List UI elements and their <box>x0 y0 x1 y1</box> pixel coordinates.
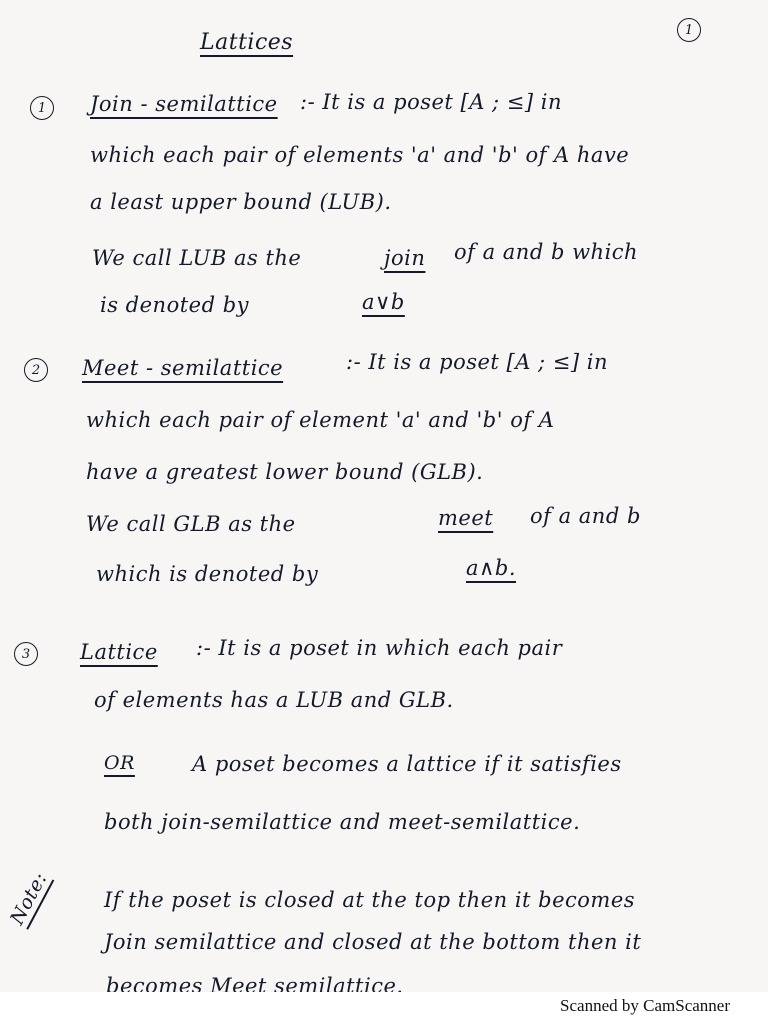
section-1-line-3: a least upper bound (LUB). <box>90 190 392 214</box>
section-1-notation: a∨b <box>362 290 405 314</box>
section-2-line-3: have a greatest lower bound (GLB). <box>86 460 484 484</box>
section-3-number-badge <box>14 642 38 666</box>
section-1-line-2: which each pair of elements 'a' and 'b' of A have <box>90 143 630 167</box>
note-line-1: If the poset is closed at the top then it becomes <box>104 888 636 912</box>
section-2-line-4-end: of a and b <box>530 504 641 528</box>
section-3-or-label: OR <box>104 752 135 774</box>
section-2-line-4: We call GLB as the <box>86 512 296 536</box>
section-1-line-1: :- It is a poset [A ; ≤] in <box>300 90 563 114</box>
section-3-line-2: of elements has a LUB and GLB. <box>94 688 454 712</box>
section-2-term: Meet - semilattice <box>82 356 284 380</box>
page-number: 1 <box>684 22 694 38</box>
section-2-line-5: which is denoted by <box>96 562 319 586</box>
scanner-footer <box>0 992 768 1024</box>
section-1-number-badge <box>30 96 54 120</box>
note-line-3: becomes Meet semilattice. <box>106 974 404 992</box>
section-1-join-term: join <box>384 246 426 270</box>
section-2-notation: a∧b. <box>466 556 517 580</box>
section-1-term: Join - semilattice <box>90 92 278 116</box>
section-1-line-4: We call LUB as the <box>92 246 302 270</box>
section-2-meet-term: meet <box>438 506 494 530</box>
section-1-line-4-end: of a and b which <box>454 240 639 264</box>
section-2-number-badge <box>24 358 48 382</box>
section-3-line-1: :- It is a poset in which each pair <box>196 636 563 660</box>
section-1-number: 1 <box>37 100 47 116</box>
note-label: Note: <box>6 868 52 929</box>
section-2-number: 2 <box>31 362 41 378</box>
section-3-line-4: both join-semilattice and meet-semilattice. <box>104 810 581 834</box>
section-1-line-5: is denoted by <box>100 293 249 317</box>
section-3-term: Lattice <box>80 640 158 664</box>
section-2-line-1: :- It is a poset [A ; ≤] in <box>346 350 609 374</box>
page-title: Lattices <box>200 30 294 55</box>
section-3-line-3: A poset becomes a lattice if it satisfies <box>192 752 622 776</box>
section-3-number: 3 <box>21 646 31 662</box>
page-number-badge <box>677 18 701 42</box>
note-line-2: Join semilattice and closed at the bottom then it <box>104 930 642 954</box>
section-2-line-2: which each pair of element 'a' and 'b' of A <box>86 408 555 432</box>
scanner-watermark: Scanned by CamScanner <box>560 996 730 1015</box>
